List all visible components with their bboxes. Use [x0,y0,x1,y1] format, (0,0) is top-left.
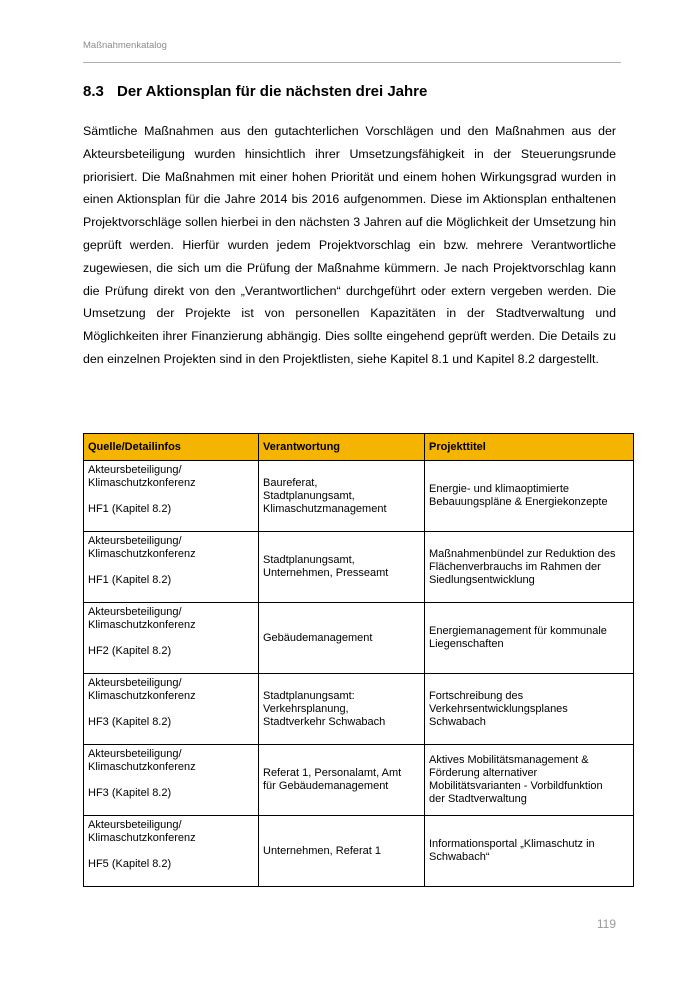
source-cell [84,461,259,532]
responsibility-line: Verkehrsplanung, [263,702,349,715]
project-title-line: Förderung alternativer [429,767,538,779]
project-title-line: Energie- und klimaoptimierte [429,483,570,495]
source-reference: HF3 (Kapitel 8.2) [88,716,172,728]
responsibility-cell [259,745,425,816]
project-title-line: Schwabach“ [429,851,490,863]
source-line: Akteursbeteiligung/ [88,535,182,547]
project-title-line: der Stadtverwaltung [429,793,527,805]
body-paragraph: Sämtliche Maßnahmen aus den gutachterlichen Vorschlägen und den Maßnahmen aus der Akteursbeteiligung wurden hinsichtlich ihrer Umsetzungsfähigkeit in der Steuerungsrunde priorisiert. Die Maßnahmen mit einer hohen Priorität und einem hohen Wirkungsgrad wurden in einen Aktionsplan für die Jahre 2014 bis 2016 aufgenommen. Diese im Aktionsplan enthaltenen Projektvorschläge sollen hierbei in den nächsten 3 Jahren auf die Möglichkeit der Umsetzung hin geprüft werden. Hierfür wurden jedem Projektvorschlag ein bzw. mehrere Verantwortliche zugewiesen, die sich um die Prüfung der Maßnahme kümmern. Je nach Projektvorschlag kann die Prüfung direkt von den „Verantwortlichen“ durchgeführt oder extern vergeben werden. Die Umsetzung der Projekte ist von personellen Kapazitäten in der Stadtverwaltung und Möglichkeiten ihrer Finanzierung abhängig. Dies sollte eingehend geprüft werden. Die Details zu den einzelnen Projekten sind in den Projektlisten, siehe Kapitel 8.1 und Kapitel 8.2 dargestellt. [83,124,616,366]
project-title-cell [425,603,634,674]
project-title-cell [425,816,634,887]
column-header-responsibility: Verantwortung [259,434,425,461]
project-title-cell [425,461,634,532]
table-row [84,603,634,674]
source-cell [84,745,259,816]
project-title-cell [425,532,634,603]
column-header-source: Quelle/Detailinfos [84,434,259,461]
source-line: Klimaschutzkonferenz [88,477,196,489]
source-line: Akteursbeteiligung/ [88,677,182,689]
responsibility-line: Stadtverkehr Schwabach [263,715,386,728]
project-title-line: Mobilitätsvarianten - Vorbildfunktion [429,780,603,792]
action-plan-table [83,433,634,887]
project-title-line: Verkehrsentwicklungsplanes [429,702,568,715]
source-line: Akteursbeteiligung/ [88,748,182,760]
source-line: Akteursbeteiligung/ [88,819,182,831]
responsibility-cell [259,461,425,532]
source-reference: HF5 (Kapitel 8.2) [88,858,172,870]
project-title-line: Flächenverbrauchs im Rahmen der [429,560,601,573]
source-line: Klimaschutzkonferenz [88,690,196,702]
source-reference: HF1 (Kapitel 8.2) [88,574,172,586]
table-header-row [84,434,634,461]
responsibility-line: für Gebäudemanagement [263,780,389,792]
table-row [84,532,634,603]
responsibility-line: Unternehmen, Referat 1 [263,844,382,857]
source-line: Klimaschutzkonferenz [88,548,196,560]
responsibility-line: Gebäudemanagement [263,631,373,644]
responsibility-line: Referat 1, Personalamt, Amt [263,767,402,779]
table-row [84,461,634,532]
responsibility-line: Stadtplanungsamt, [263,554,355,566]
project-title-cell [425,674,634,745]
source-line: Klimaschutzkonferenz [88,619,196,631]
table-row [84,674,634,745]
project-title-line: Siedlungsentwicklung [429,573,535,586]
responsibility-line: Stadtplanungsamt, [263,489,355,502]
responsibility-cell [259,674,425,745]
responsibility-line: Baureferat, [263,476,318,489]
source-line: Akteursbeteiligung/ [88,606,182,618]
responsibility-line: Klimaschutzmanagement [263,502,387,515]
responsibility-line: Stadtplanungsamt: [263,689,355,702]
source-reference: HF1 (Kapitel 8.2) [88,503,172,515]
source-cell [84,674,259,745]
project-title-line: Energiemanagement für kommunale [429,625,607,637]
source-line: Akteursbeteiligung/ [88,464,182,476]
source-reference: HF2 (Kapitel 8.2) [88,645,172,657]
running-header: Maßnahmenkatalog [83,40,167,51]
project-title-line: Maßnahmenbündel zur Reduktion des [429,547,616,560]
source-reference: HF3 (Kapitel 8.2) [88,787,172,799]
column-header-project-title: Projekttitel [425,434,634,461]
header-rule [83,62,621,63]
source-line: Klimaschutzkonferenz [88,832,196,844]
project-title-line: Fortschreibung des [429,689,524,702]
table-row [84,745,634,816]
section-heading [83,83,427,100]
project-title-line: Schwabach [429,715,486,728]
table-body [84,461,634,887]
table-row [84,816,634,887]
project-title-cell [425,745,634,816]
project-title-line: Aktives Mobilitätsmanagement & [429,754,589,766]
source-cell [84,532,259,603]
responsibility-line: Unternehmen, Presseamt [263,567,389,579]
source-cell [84,816,259,887]
project-title-line: Bebauungspläne & Energiekonzepte [429,496,608,508]
section-number: 8.3 [83,83,104,100]
source-line: Klimaschutzkonferenz [88,761,196,773]
responsibility-cell [259,603,425,674]
project-title-line: Informationsportal „Klimaschutz in [429,838,595,850]
page-number: 119 [596,917,616,931]
responsibility-cell [259,816,425,887]
project-title-line: Liegenschaften [429,638,504,650]
source-cell [84,603,259,674]
section-title: Der Aktionsplan für die nächsten drei Jahre [117,83,428,100]
responsibility-cell [259,532,425,603]
